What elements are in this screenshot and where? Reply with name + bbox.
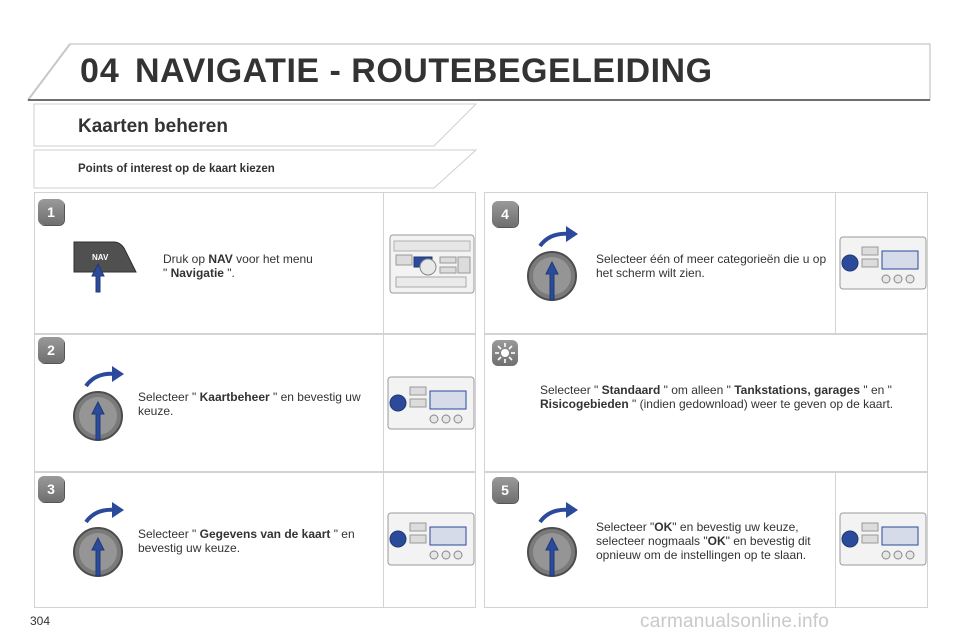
- radio-console-illustration: [836, 193, 929, 333]
- section-title: Kaarten beheren: [78, 116, 228, 137]
- rotate-arrow-icon: [86, 374, 116, 386]
- step-badge-1: 1: [38, 199, 64, 225]
- rotary-knob-illustration: [72, 364, 128, 442]
- page-number: 304: [30, 614, 51, 628]
- watermark: carmanualsonline.info: [640, 611, 830, 632]
- chapter-number: 04: [80, 52, 120, 90]
- radio-console-illustration: [384, 193, 477, 333]
- tip-badge: [492, 340, 518, 366]
- step-text-4: Selecteer één of meer categorieën die u op het scherm wilt zien.: [596, 252, 827, 280]
- rotary-knob-illustration: [526, 224, 582, 302]
- radio-console-illustration: [384, 335, 477, 471]
- step-text-3: Selecteer " Gegevens van de kaart " en bevestig uw keuze.: [138, 527, 355, 555]
- lightbulb-icon: [492, 340, 518, 366]
- step-badge-3: 3: [38, 476, 64, 502]
- step-badge-2: 2: [38, 337, 64, 363]
- radio-console-illustration: [836, 473, 929, 607]
- console-thumbnail: [835, 473, 928, 607]
- rotary-knob-illustration: [72, 500, 128, 578]
- console-thumbnail: [835, 193, 928, 333]
- step-badge-4: 4: [492, 201, 518, 227]
- nav-button-label: NAV: [92, 253, 109, 262]
- rotate-arrow-icon: [540, 234, 570, 246]
- chapter-title: NAVIGATIE - ROUTEBEGELEIDING: [135, 52, 713, 90]
- step-text-1: Druk op NAV voor het menu " Navigatie ".: [163, 252, 313, 280]
- tip-text: Selecteer " Standaard " om alleen " Tankstations, garages " en " Risicogebieden " (indien gedownload) weer te geven op de kaart.: [540, 383, 894, 411]
- nav-button-illustration: [70, 236, 140, 296]
- console-thumbnail: [383, 193, 476, 333]
- radio-console-illustration: [384, 473, 477, 607]
- subsection-title: Points of interest op de kaart kiezen: [78, 163, 275, 175]
- rotary-knob-illustration: [526, 500, 582, 578]
- console-thumbnail: [383, 473, 476, 607]
- step-text-5: Selecteer "OK" en bevestig uw keuze, selecteer nogmaals "OK" en bevestig dit opnieuw om de instellingen op te slaan.: [596, 520, 811, 562]
- step-text-2: Selecteer " Kaartbeheer " en bevestig uw keuze.: [138, 390, 361, 418]
- step-badge-5: 5: [492, 477, 518, 503]
- rotate-arrow-icon: [86, 510, 116, 522]
- rotate-arrow-icon: [540, 510, 570, 522]
- console-thumbnail: [383, 335, 476, 471]
